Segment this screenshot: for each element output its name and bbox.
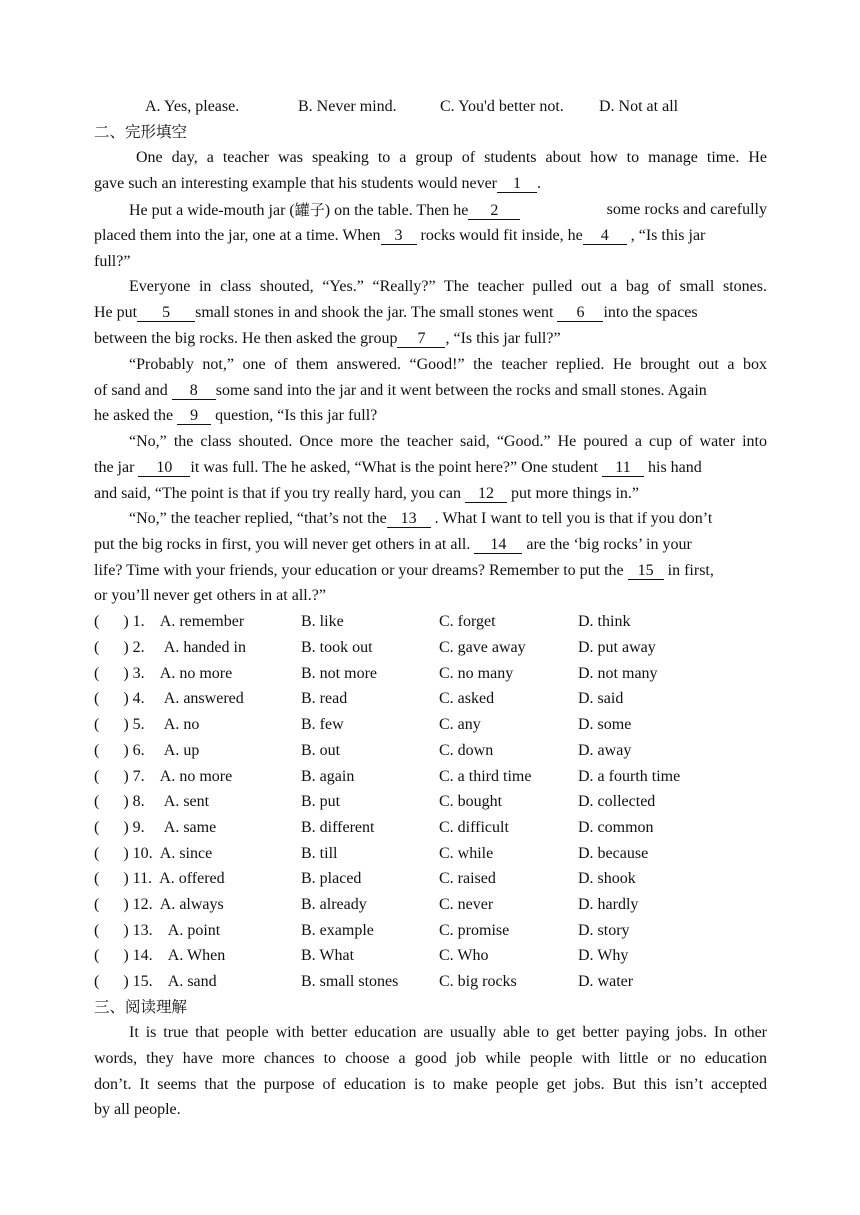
blank-14: 14 (474, 536, 522, 554)
passage-line: of sand and 8 some sand into the jar and it went between the rocks and small stones. Again (94, 382, 707, 399)
section-heading-cloze: 二、完形填空 (94, 123, 188, 141)
blank-7: 7 (397, 330, 445, 348)
passage-line: between the big rocks. He then asked the group 7 , “Is this jar full?” (94, 330, 561, 347)
passage-line: “No,” the teacher replied, “that’s not the 13 . What I want to tell you is that if you don’t (129, 510, 713, 527)
question-row: ( ) 13. A. point B. example C. promise D. story (94, 922, 630, 939)
passage-line: and said, “The point is that if you try really hard, you can 12 put more things in.” (94, 485, 639, 502)
passage-line: gave such an interesting example that his students would never 1 . (94, 175, 542, 192)
blank-4: 4 (583, 227, 627, 245)
prev-question-options (94, 97, 767, 117)
reading-line: by all people. (94, 1101, 181, 1118)
question-row: ( ) 8. A. sent B. put C. bought D. collected (94, 793, 656, 810)
question-row: ( ) 10. A. since B. till C. while D. because (94, 845, 649, 862)
passage-line: full?” (94, 253, 131, 270)
blank-10: 10 (138, 459, 190, 477)
passage-line: He put a wide-mouth jar (罐子) on the table. Then he 2 some rocks and carefully (129, 201, 767, 219)
question-row: ( ) 4. A. answered B. read C. asked D. said (94, 690, 624, 707)
option-d: D. Not at all (599, 98, 679, 115)
passage-line: the jar 10 it was full. The he asked, “What is the point here?” One student 11 his hand (94, 459, 702, 476)
passage-line: One day, a teacher was speaking to a group of students about how to manage time. He (136, 149, 767, 166)
passage-line: Everyone in class shouted, “Yes.” “Really?” The teacher pulled out a bag of small stones. (129, 278, 767, 295)
reading-line: It is true that people with better education are usually able to get better paying jobs. In other (129, 1024, 767, 1041)
blank-13: 13 (387, 510, 431, 528)
blank-1: 1 (497, 175, 537, 193)
blank-8: 8 (172, 382, 216, 400)
question-row: ( ) 11. A. offered B. placed C. raised D. shook (94, 870, 636, 887)
blank-6: 6 (557, 304, 603, 322)
option-b: B. Never mind. (298, 98, 397, 115)
passage-line: placed them into the jar, one at a time. When 3 rocks would fit inside, he 4 , “Is this jar (94, 227, 706, 244)
passage-line: or you’ll never get others in at all.?” (94, 587, 326, 604)
blank-15: 15 (628, 562, 664, 580)
question-row: ( ) 9. A. same B. different C. difficult D. common (94, 819, 654, 836)
question-row: ( ) 5. A. no B. few C. any D. some (94, 716, 632, 733)
question-row: ( ) 2. A. handed in B. took out C. gave away D. put away (94, 639, 656, 656)
question-row: ( ) 12. A. always B. already C. never D. hardly (94, 896, 639, 913)
reading-line: don’t. It seems that the purpose of education is to make people get jobs. But this isn’t accepted (94, 1076, 767, 1093)
blank-2: 2 (468, 202, 520, 220)
question-row: ( ) 6. A. up B. out C. down D. away (94, 742, 632, 759)
blank-11: 11 (602, 459, 644, 477)
option-a: A. Yes, please. (145, 98, 240, 115)
passage-line: He put 5 small stones in and shook the jar. The small stones went 6 into the spaces (94, 304, 698, 321)
reading-line: words, they have more chances to choose a good job while people with little or no education (94, 1050, 767, 1067)
passage-line: life? Time with your friends, your education or your dreams? Remember to put the 15 in first, (94, 562, 714, 579)
blank-3: 3 (381, 227, 417, 245)
blank-5: 5 (137, 304, 195, 322)
option-c: C. You'd better not. (440, 98, 564, 115)
question-row: ( ) 14. A. When B. What C. Who D. Why (94, 947, 629, 964)
blank-9: 9 (177, 407, 211, 425)
passage-line: “No,” the class shouted. Once more the teacher said, “Good.” He poured a cup of water into (129, 433, 767, 450)
question-row: ( ) 3. A. no more B. not more C. no many D. not many (94, 665, 658, 682)
passage-line: put the big rocks in first, you will never get others in at all. 14 are the ‘big rocks’ in your (94, 536, 692, 553)
question-row: ( ) 7. A. no more B. again C. a third time D. a fourth time (94, 768, 681, 785)
section-heading-reading: 三、阅读理解 (94, 998, 188, 1016)
question-row: ( ) 1. A. remember B. like C. forget D. think (94, 613, 631, 630)
blank-12: 12 (465, 485, 507, 503)
passage-line: “Probably not,” one of them answered. “Good!” the teacher replied. He brought out a box (129, 356, 767, 373)
question-row: ( ) 15. A. sand B. small stones C. big rocks D. water (94, 973, 634, 990)
passage-line: he asked the 9 question, “Is this jar full? (94, 407, 378, 424)
